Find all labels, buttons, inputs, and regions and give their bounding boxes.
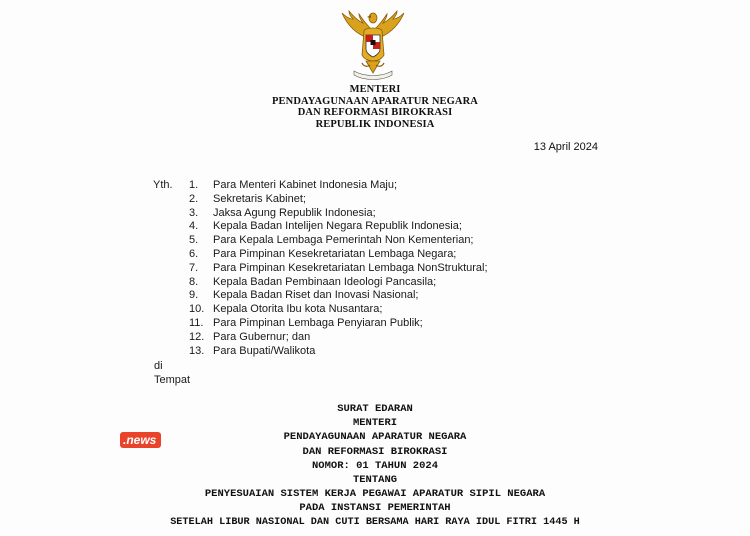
item-text: Para Pimpinan Kesekretariatan Lembaga Negara; <box>213 247 457 260</box>
item-text: Sekretaris Kabinet; <box>213 192 306 205</box>
title-line: MENTERI <box>352 417 398 430</box>
list-item <box>189 220 488 234</box>
title-line: DAN REFORMASI BIROKRASI <box>302 445 448 458</box>
news-watermark-badge: .news <box>120 432 161 448</box>
item-text: Para Kepala Lembaga Pemerintah Non Kementerian; <box>213 234 474 247</box>
item-text: Jaksa Agung Republik Indonesia; <box>213 206 376 219</box>
item-text: Para Gubernur; dan <box>213 330 311 343</box>
item-text: Para Menteri Kabinet Indonesia Maju; <box>213 179 398 191</box>
title-line: PENYESUAIAN SISTEM KERJA PEGAWAI APARATUR SIPIL NEGARA <box>204 488 546 501</box>
list-item <box>189 234 488 248</box>
title-line: NOMOR: 01 TAHUN 2024 <box>311 459 439 472</box>
ministry-header <box>220 84 530 130</box>
list-item <box>189 179 488 193</box>
title-line: PADA INSTANSI PEMERINTAH <box>299 502 451 515</box>
list-item <box>189 276 488 290</box>
item-number: 11. <box>189 316 204 329</box>
title-line: TENTANG <box>352 474 398 487</box>
header-line: DAN REFORMASI BIROKRASI <box>297 107 453 118</box>
title-line: SURAT EDARAN <box>337 403 413 415</box>
item-number: 1. <box>189 179 199 191</box>
header-line: PENDAYAGUNAAN APARATUR NEGARA <box>272 95 478 107</box>
item-text: Kepala Otorita Ibu kota Nusantara; <box>213 303 383 316</box>
list-item <box>189 345 488 359</box>
list-item <box>189 207 488 221</box>
header-line: REPUBLIK INDONESIA <box>315 118 435 130</box>
item-number: 8. <box>189 275 199 288</box>
item-text: Para Pimpinan Lembaga Penyiaran Publik; <box>213 316 423 329</box>
item-text: Para Pimpinan Kesekretariatan Lembaga NonStruktural; <box>213 261 488 274</box>
list-item <box>189 303 488 317</box>
list-item <box>189 331 488 345</box>
title-line: PENDAYAGUNAAN APARATUR NEGARA <box>283 431 467 444</box>
item-number: 6. <box>189 247 199 260</box>
recipient-list <box>189 179 488 358</box>
addressee-label: Yth. <box>153 179 173 191</box>
circular-title <box>150 402 600 530</box>
item-number: 10. <box>189 303 205 316</box>
item-number: 4. <box>189 220 199 233</box>
letter-date: 13 April 2024 <box>533 141 598 153</box>
item-text: Para Bupati/Walikota <box>213 344 316 357</box>
item-number: 7. <box>189 261 199 274</box>
addressee-di: di <box>154 360 163 372</box>
addressee-tempat: Tempat <box>154 374 191 386</box>
item-number: 3. <box>189 206 199 219</box>
item-number: 9. <box>189 289 199 302</box>
list-item <box>189 317 488 331</box>
item-text: Kepala Badan Pembinaan Ideologi Pancasila; <box>213 275 437 288</box>
garuda-emblem-icon <box>336 9 410 81</box>
list-item <box>189 289 488 303</box>
item-text: Kepala Badan Riset dan Inovasi Nasional; <box>213 289 419 302</box>
list-item <box>189 262 488 276</box>
header-line: MENTERI <box>349 84 401 95</box>
list-item <box>189 193 488 207</box>
title-line: SETELAH LIBUR NASIONAL DAN CUTI BERSAMA HARI RAYA IDUL FITRI 1445 H <box>170 516 580 528</box>
item-number: 5. <box>189 234 199 247</box>
item-text: Kepala Badan Intelijen Negara Republik Indonesia; <box>213 220 462 233</box>
list-item <box>189 248 488 262</box>
item-number: 2. <box>189 192 199 205</box>
item-number: 12. <box>189 330 205 343</box>
item-number: 13. <box>189 344 205 357</box>
